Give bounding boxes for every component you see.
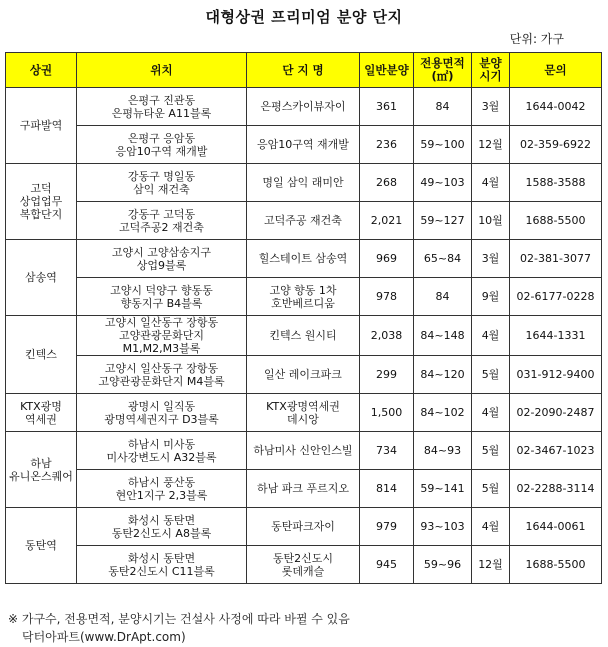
contact-cell: 02-2090-2487 <box>510 394 602 432</box>
units-cell: 969 <box>360 240 414 278</box>
location-cell: 고양시 고양삼송지구 상업9블록 <box>77 240 247 278</box>
location-cell: 화성시 동탄면 동탄2신도시 C11블록 <box>77 546 247 584</box>
header-region: 상권 <box>6 53 77 88</box>
contact-cell: 02-2288-3114 <box>510 470 602 508</box>
complex-name-cell: 은평스카이뷰자이 <box>247 88 360 126</box>
contact-cell: 1644-0042 <box>510 88 602 126</box>
region-cell: 킨텍스 <box>6 316 77 394</box>
table-row <box>6 164 602 202</box>
table-row <box>6 546 602 584</box>
location-cell: 은평구 진관동 은평뉴타운 A11블록 <box>77 88 247 126</box>
complex-name-cell: 힐스테이트 삼송역 <box>247 240 360 278</box>
location-cell: 고양시 덕양구 향동동 향동지구 B4블록 <box>77 278 247 316</box>
source-credit: 닥터아파트(www.DrApt.com) <box>22 630 186 644</box>
period-cell: 4월 <box>472 394 510 432</box>
units-cell: 299 <box>360 356 414 394</box>
area-cell: 65~84 <box>414 240 472 278</box>
units-cell: 734 <box>360 432 414 470</box>
location-cell: 은평구 응암동 응암10구역 재개발 <box>77 126 247 164</box>
header-units: 일반분양 <box>360 53 414 88</box>
complex-name-cell: 하남 파크 푸르지오 <box>247 470 360 508</box>
units-cell: 2,021 <box>360 202 414 240</box>
contact-cell: 02-3467-1023 <box>510 432 602 470</box>
location-cell: 강동구 명일동 삼익 재건축 <box>77 164 247 202</box>
complex-name-cell: 동탄파크자이 <box>247 508 360 546</box>
period-cell: 4월 <box>472 316 510 356</box>
header-area: 전용면적 (㎡) <box>414 53 472 88</box>
location-cell: 광명시 일직동 광명역세권지구 D3블록 <box>77 394 247 432</box>
contact-cell: 1588-3588 <box>510 164 602 202</box>
table-row <box>6 202 602 240</box>
units-cell: 814 <box>360 470 414 508</box>
complex-name-cell: 킨텍스 원시티 <box>247 316 360 356</box>
complex-name-cell: KTX광명역세권 데시앙 <box>247 394 360 432</box>
units-cell: 268 <box>360 164 414 202</box>
area-cell: 59~141 <box>414 470 472 508</box>
period-cell: 10월 <box>472 202 510 240</box>
table-row <box>6 88 602 126</box>
complex-name-cell: 일산 레이크파크 <box>247 356 360 394</box>
contact-cell: 02-381-3077 <box>510 240 602 278</box>
complex-name-cell: 응암10구역 재개발 <box>247 126 360 164</box>
header-contact: 문의 <box>510 53 602 88</box>
table-row <box>6 240 602 278</box>
area-cell: 49~103 <box>414 164 472 202</box>
region-cell: KTX광명 역세권 <box>6 394 77 432</box>
location-cell: 하남시 풍산동 현안1지구 2,3블록 <box>77 470 247 508</box>
period-cell: 5월 <box>472 470 510 508</box>
region-cell: 삼송역 <box>6 240 77 316</box>
area-cell: 84 <box>414 278 472 316</box>
area-cell: 59~127 <box>414 202 472 240</box>
contact-cell: 1688-5500 <box>510 202 602 240</box>
complex-name-cell: 동탄2신도시 롯데캐슬 <box>247 546 360 584</box>
header-location: 위치 <box>77 53 247 88</box>
location-cell: 화성시 동탄면 동탄2신도시 A8블록 <box>77 508 247 546</box>
period-cell: 5월 <box>472 432 510 470</box>
area-cell: 84~120 <box>414 356 472 394</box>
period-cell: 3월 <box>472 240 510 278</box>
area-cell: 59~100 <box>414 126 472 164</box>
location-cell: 고양시 일산동구 장항동 고양관광문화단지 M4블록 <box>77 356 247 394</box>
contact-cell: 02-359-6922 <box>510 126 602 164</box>
units-cell: 1,500 <box>360 394 414 432</box>
location-cell: 강동구 고덕동 고덕주공2 재건축 <box>77 202 247 240</box>
table-row <box>6 432 602 470</box>
contact-cell: 1644-0061 <box>510 508 602 546</box>
units-cell: 2,038 <box>360 316 414 356</box>
table-row <box>6 316 602 356</box>
header-period: 분양 시기 <box>472 53 510 88</box>
table-body <box>6 88 602 584</box>
table-row <box>6 356 602 394</box>
header-complex: 단 지 명 <box>247 53 360 88</box>
region-cell: 구파발역 <box>6 88 77 164</box>
units-cell: 978 <box>360 278 414 316</box>
table-row <box>6 470 602 508</box>
area-cell: 84~102 <box>414 394 472 432</box>
contact-cell: 02-6177-0228 <box>510 278 602 316</box>
page-title: 대형상권 프리미엄 분양 단지 <box>205 8 403 26</box>
area-cell: 93~103 <box>414 508 472 546</box>
region-cell: 하남 유니온스퀘어 <box>6 432 77 508</box>
units-cell: 236 <box>360 126 414 164</box>
complex-name-cell: 고양 향동 1차 호반베르디움 <box>247 278 360 316</box>
period-cell: 4월 <box>472 164 510 202</box>
period-cell: 9월 <box>472 278 510 316</box>
table-row <box>6 394 602 432</box>
table-row <box>6 126 602 164</box>
region-cell: 고덕 상업업무 복합단지 <box>6 164 77 240</box>
area-cell: 84~93 <box>414 432 472 470</box>
complex-name-cell: 명일 삼익 래미안 <box>247 164 360 202</box>
location-cell: 하남시 미사동 미사강변도시 A32블록 <box>77 432 247 470</box>
header-row <box>6 53 602 88</box>
area-cell: 84 <box>414 88 472 126</box>
table-row <box>6 278 602 316</box>
complex-table <box>5 52 602 584</box>
contact-cell: 1688-5500 <box>510 546 602 584</box>
location-cell: 고양시 일산동구 장항동 고양관광문화단지 M1,M2,M3블록 <box>77 316 247 356</box>
region-cell: 동탄역 <box>6 508 77 584</box>
complex-name-cell: 하남미사 신안인스빌 <box>247 432 360 470</box>
complex-name-cell: 고덕주공 재건축 <box>247 202 360 240</box>
contact-cell: 031-912-9400 <box>510 356 602 394</box>
table-row <box>6 508 602 546</box>
units-cell: 979 <box>360 508 414 546</box>
contact-cell: 1644-1331 <box>510 316 602 356</box>
footnote: ※ 가구수, 전용면적, 분양시기는 건설사 사정에 따라 바뀔 수 있음 <box>8 612 350 626</box>
area-cell: 59~96 <box>414 546 472 584</box>
period-cell: 4월 <box>472 508 510 546</box>
period-cell: 3월 <box>472 88 510 126</box>
period-cell: 12월 <box>472 126 510 164</box>
units-cell: 945 <box>360 546 414 584</box>
area-cell: 84~148 <box>414 316 472 356</box>
period-cell: 12월 <box>472 546 510 584</box>
unit-label: 단위: 가구 <box>509 32 564 46</box>
period-cell: 5월 <box>472 356 510 394</box>
units-cell: 361 <box>360 88 414 126</box>
